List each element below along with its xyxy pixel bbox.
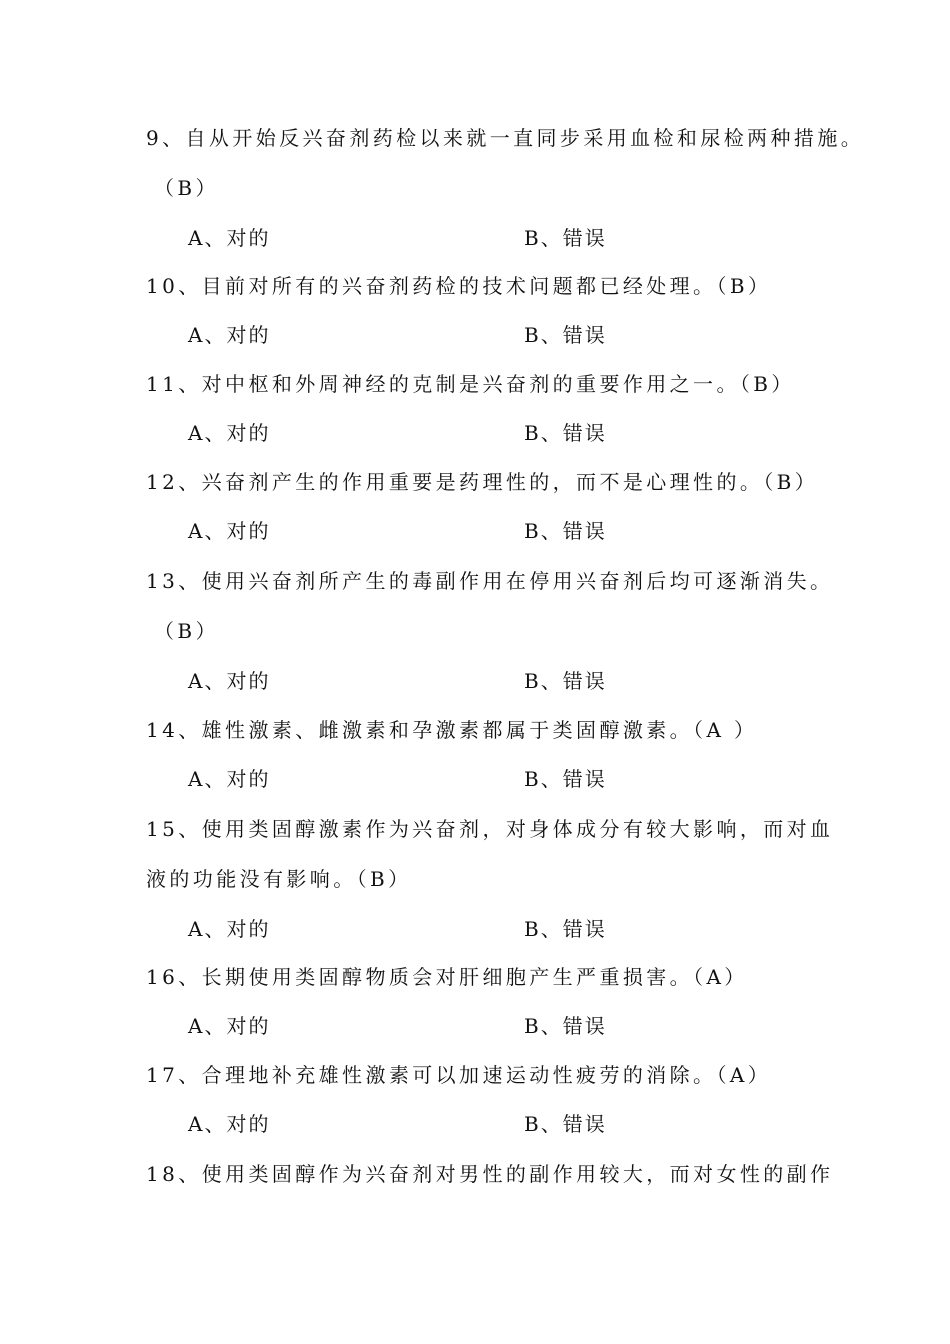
question-16-option-b: B、错误 xyxy=(524,1014,607,1038)
question-9-option-a: A、对的 xyxy=(188,226,271,250)
question-12-option-b: B、错误 xyxy=(524,519,607,543)
question-17-option-b: B、错误 xyxy=(524,1112,607,1136)
question-9-answer: （B） xyxy=(154,176,219,200)
question-10-option-a: A、对的 xyxy=(188,323,271,347)
question-11-text: 11、对中枢和外周神经的克制是兴奋剂的重要作用之一。（B） xyxy=(146,372,795,396)
question-12-option-a: A、对的 xyxy=(188,519,271,543)
question-9-text: 9、自从开始反兴奋剂药检以来就一直同步采用血检和尿检两种措施。 xyxy=(146,126,865,150)
question-13-text: 13、使用兴奋剂所产生的毒副作用在停用兴奋剂后均可逐渐消失。 xyxy=(146,569,834,593)
question-14-option-a: A、对的 xyxy=(188,767,271,791)
question-10-text: 10、目前对所有的兴奋剂药检的技术问题都已经处理。（B） xyxy=(146,274,772,298)
question-15-text-cont: 液的功能没有影响。（B） xyxy=(146,867,412,891)
question-15-option-a: A、对的 xyxy=(188,917,271,941)
question-13-option-a: A、对的 xyxy=(188,669,271,693)
question-13-option-b: B、错误 xyxy=(524,669,607,693)
question-14-option-b: B、错误 xyxy=(524,767,607,791)
question-17-text: 17、合理地补充雄性激素可以加速运动性疲劳的消除。（A） xyxy=(146,1063,772,1087)
question-11-option-b: B、错误 xyxy=(524,421,607,445)
question-13-answer: （B） xyxy=(154,619,219,643)
question-9-option-b: B、错误 xyxy=(524,226,607,250)
question-16-text: 16、长期使用类固醇物质会对肝细胞产生严重损害。（A） xyxy=(146,965,748,989)
question-12-text: 12、兴奋剂产生的作用重要是药理性的，而不是心理性的。（B） xyxy=(146,470,819,494)
question-18-text: 18、使用类固醇作为兴奋剂对男性的副作用较大，而对女性的副作 xyxy=(146,1162,834,1186)
question-10-option-b: B、错误 xyxy=(524,323,607,347)
question-15-option-b: B、错误 xyxy=(524,917,607,941)
question-11-option-a: A、对的 xyxy=(188,421,271,445)
question-17-option-a: A、对的 xyxy=(188,1112,271,1136)
question-14-text: 14、雄性激素、雌激素和孕激素都属于类固醇激素。（A ） xyxy=(146,718,758,742)
question-16-option-a: A、对的 xyxy=(188,1014,271,1038)
question-15-text: 15、使用类固醇激素作为兴奋剂，对身体成分有较大影响，而对血 xyxy=(146,817,834,841)
